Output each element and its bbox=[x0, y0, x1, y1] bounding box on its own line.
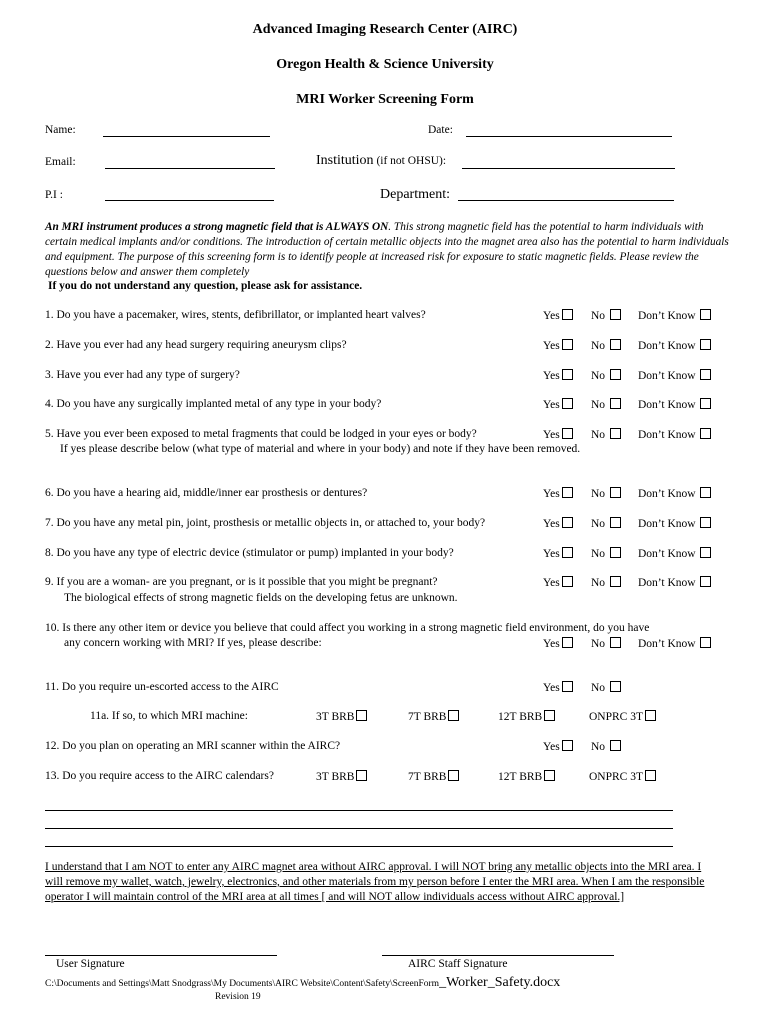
machine-label: 7T BRB bbox=[408, 771, 447, 783]
q12-no bbox=[591, 740, 621, 753]
q11a-machine-option bbox=[498, 710, 555, 723]
department-label: Department: bbox=[380, 187, 450, 202]
pi-label: P.I : bbox=[45, 189, 63, 201]
question-10-no-checkbox[interactable] bbox=[610, 637, 621, 648]
question-7-text: 7. Do you have any metal pin, joint, prosthesis or metallic objects in, or attached to, your body? bbox=[45, 517, 486, 529]
question-2-no-option bbox=[591, 339, 621, 352]
question-7-no-checkbox[interactable] bbox=[610, 517, 621, 528]
dont-know-label: Don’t Know bbox=[638, 340, 696, 352]
question-1-dont-know-checkbox[interactable] bbox=[700, 309, 711, 320]
no-label: No bbox=[591, 310, 606, 322]
q13-machine-checkbox[interactable] bbox=[544, 770, 555, 781]
institution-label: Institution bbox=[316, 153, 374, 168]
footer-revision: Revision 19 bbox=[215, 992, 261, 1002]
date-field[interactable] bbox=[466, 136, 672, 137]
description-line-2[interactable] bbox=[45, 828, 673, 829]
footer-file: _Worker_Safety.docx bbox=[439, 975, 561, 990]
q13-machine-option bbox=[589, 770, 656, 783]
q11-no bbox=[591, 681, 621, 694]
q13-machine-checkbox[interactable] bbox=[448, 770, 459, 781]
question-9-yes-option bbox=[543, 576, 573, 589]
machine-label: 3T BRB bbox=[316, 771, 355, 783]
machine-label: ONPRC 3T bbox=[589, 711, 643, 723]
question-9-no-checkbox[interactable] bbox=[610, 576, 621, 587]
question-8-dont-know-option bbox=[638, 547, 711, 560]
yes-label: Yes bbox=[543, 577, 560, 589]
footer-path: C:\Documents and Settings\Matt Snodgrass\My Documents\AIRC Website\Content\Safety\ScreenForm bbox=[45, 979, 440, 989]
q11a-machine-checkbox[interactable] bbox=[448, 710, 459, 721]
no-label: No bbox=[591, 370, 606, 382]
question-3-dont-know-checkbox[interactable] bbox=[700, 369, 711, 380]
question-4-dont-know-option bbox=[638, 398, 711, 411]
question-10-subtext: any concern working with MRI? If yes, please describe: bbox=[64, 637, 322, 649]
email-label: Email: bbox=[45, 156, 76, 168]
institution-field[interactable] bbox=[462, 168, 675, 169]
dont-know-label: Don’t Know bbox=[638, 488, 696, 500]
yes-label: Yes bbox=[543, 340, 560, 352]
question-8-text: 8. Do you have any type of electric device (stimulator or pump) implanted in your body? bbox=[45, 547, 454, 559]
no-label: No bbox=[591, 638, 606, 650]
question-9-no-option bbox=[591, 576, 621, 589]
q11-no-checkbox[interactable] bbox=[610, 681, 621, 692]
date-label: Date: bbox=[428, 124, 453, 136]
no-label: No bbox=[591, 518, 606, 530]
question-8-dont-know-checkbox[interactable] bbox=[700, 547, 711, 558]
university-title: Oregon Health & Science University bbox=[276, 57, 494, 72]
q11a-machine-option bbox=[316, 710, 367, 723]
question-2-no-checkbox[interactable] bbox=[610, 339, 621, 350]
user-signature-label: User Signature bbox=[56, 958, 125, 970]
yes-label: Yes bbox=[543, 370, 560, 382]
dont-know-label: Don’t Know bbox=[638, 399, 696, 411]
no-label: No bbox=[591, 577, 606, 589]
q13-machine-option bbox=[498, 770, 555, 783]
question-9-yes-checkbox[interactable] bbox=[562, 576, 573, 587]
q11-yes-checkbox[interactable] bbox=[562, 681, 573, 692]
no-label: No bbox=[591, 548, 606, 560]
description-line-1[interactable] bbox=[45, 810, 673, 811]
staff-signature-label: AIRC Staff Signature bbox=[408, 958, 508, 970]
dont-know-label: Don’t Know bbox=[638, 370, 696, 382]
machine-label: 3T BRB bbox=[316, 711, 355, 723]
q11-text: 11. Do you require un-escorted access to the AIRC bbox=[45, 681, 279, 693]
question-4-no-checkbox[interactable] bbox=[610, 398, 621, 409]
question-6-text: 6. Do you have a hearing aid, middle/inner ear prosthesis or dentures? bbox=[45, 487, 368, 499]
question-5-no-option bbox=[591, 428, 621, 441]
dont-know-label: Don’t Know bbox=[638, 577, 696, 589]
q11a-machine-option bbox=[589, 710, 656, 723]
q13-machine-option bbox=[408, 770, 459, 783]
machine-label: 12T BRB bbox=[498, 771, 543, 783]
question-6-dont-know-checkbox[interactable] bbox=[700, 487, 711, 498]
q11a-machine-checkbox[interactable] bbox=[645, 710, 656, 721]
question-7-no-option bbox=[591, 517, 621, 530]
name-label: Name: bbox=[45, 124, 76, 136]
question-10-dont-know-checkbox[interactable] bbox=[700, 637, 711, 648]
q12-text: 12. Do you plan on operating an MRI scanner within the AIRC? bbox=[45, 740, 341, 752]
question-10-yes-option bbox=[543, 637, 573, 650]
q12-no-checkbox[interactable] bbox=[610, 740, 621, 751]
question-6-yes-option bbox=[543, 487, 573, 500]
yes-label: Yes bbox=[543, 518, 560, 530]
question-9-subtext: The biological effects of strong magnetic fields on the developing fetus are unknown. bbox=[64, 592, 458, 604]
dont-know-label: Don’t Know bbox=[638, 310, 696, 322]
yes-label: Yes bbox=[543, 399, 560, 411]
question-3-no-checkbox[interactable] bbox=[610, 369, 621, 380]
question-8-no-checkbox[interactable] bbox=[610, 547, 621, 558]
yes-label: Yes bbox=[543, 429, 560, 441]
q13-text: 13. Do you require access to the AIRC calendars? bbox=[45, 770, 274, 782]
question-3-yes-checkbox[interactable] bbox=[562, 369, 573, 380]
q13-machine-option bbox=[316, 770, 367, 783]
institution-hint: (if not OHSU): bbox=[376, 155, 447, 167]
question-7-yes-option bbox=[543, 517, 573, 530]
pi-field[interactable] bbox=[105, 200, 274, 201]
dont-know-label: Don’t Know bbox=[638, 429, 696, 441]
dont-know-label: Don’t Know bbox=[638, 518, 696, 530]
q11a-text: 11a. If so, to which MRI machine: bbox=[90, 710, 248, 722]
question-1-dont-know-option bbox=[638, 309, 711, 322]
question-1-yes-option bbox=[543, 309, 573, 322]
description-line-3[interactable] bbox=[45, 846, 673, 847]
question-5-no-checkbox[interactable] bbox=[610, 428, 621, 439]
user-signature-line[interactable] bbox=[45, 955, 277, 956]
machine-label: 12T BRB bbox=[498, 711, 543, 723]
no-label: No bbox=[591, 682, 606, 694]
dont-know-label: Don’t Know bbox=[638, 638, 696, 650]
question-2-text: 2. Have you ever had any head surgery requiring aneurysm clips? bbox=[45, 339, 347, 351]
question-9-dont-know-checkbox[interactable] bbox=[700, 576, 711, 587]
no-label: No bbox=[591, 741, 606, 753]
machine-label: ONPRC 3T bbox=[589, 771, 643, 783]
question-5-yes-checkbox[interactable] bbox=[562, 428, 573, 439]
question-4-text: 4. Do you have any surgically implanted metal of any type in your body? bbox=[45, 398, 382, 410]
yes-label: Yes bbox=[543, 548, 560, 560]
question-1-text: 1. Do you have a pacemaker, wires, stents, defibrillator, or implanted heart valves? bbox=[45, 309, 426, 321]
question-6-no-option bbox=[591, 487, 621, 500]
intro-paragraph bbox=[45, 220, 729, 280]
question-10-no-option bbox=[591, 637, 621, 650]
question-6-yes-checkbox[interactable] bbox=[562, 487, 573, 498]
question-2-yes-option bbox=[543, 339, 573, 352]
no-label: No bbox=[591, 429, 606, 441]
question-7-yes-checkbox[interactable] bbox=[562, 517, 573, 528]
no-label: No bbox=[591, 340, 606, 352]
yes-label: Yes bbox=[543, 638, 560, 650]
question-5-text: 5. Have you ever been exposed to metal fragments that could be lodged in your eyes or body? bbox=[45, 428, 477, 440]
q11a-machine-option bbox=[408, 710, 459, 723]
question-8-yes-checkbox[interactable] bbox=[562, 547, 573, 558]
question-1-yes-checkbox[interactable] bbox=[562, 309, 573, 320]
assist-note: If you do not understand any question, please ask for assistance. bbox=[48, 280, 363, 292]
yes-label: Yes bbox=[543, 741, 560, 753]
question-3-yes-option bbox=[543, 369, 573, 382]
q11a-machine-checkbox[interactable] bbox=[356, 710, 367, 721]
question-1-no-option bbox=[591, 309, 621, 322]
question-4-yes-checkbox[interactable] bbox=[562, 398, 573, 409]
staff-signature-line[interactable] bbox=[382, 955, 614, 956]
yes-label: Yes bbox=[543, 310, 560, 322]
intro-body: . This strong magnetic field has the potential to harm individuals with certain medical implants and/or conditions. The introduction of certain metallic objects into the magnet area also has the potential to harm individuals and equipment. The purpose of this screening form is to identify people at increased risk for exposure to static magnetic fields. Please review the questions below and answer them completely bbox=[45, 221, 729, 278]
question-7-dont-know-checkbox[interactable] bbox=[700, 517, 711, 528]
email-field[interactable] bbox=[105, 168, 275, 169]
question-6-dont-know-option bbox=[638, 487, 711, 500]
question-3-text: 3. Have you ever had any type of surgery? bbox=[45, 369, 240, 381]
question-6-no-checkbox[interactable] bbox=[610, 487, 621, 498]
no-label: No bbox=[591, 399, 606, 411]
form-title: MRI Worker Screening Form bbox=[296, 92, 474, 107]
question-5-dont-know-checkbox[interactable] bbox=[700, 428, 711, 439]
question-1-no-checkbox[interactable] bbox=[610, 309, 621, 320]
question-8-yes-option bbox=[543, 547, 573, 560]
question-2-yes-checkbox[interactable] bbox=[562, 339, 573, 350]
agreement-text: I understand that I am NOT to enter any AIRC magnet area without AIRC approval. I will NOT bring any metallic objects into the MRI area. I will remove my wallet, watch, jewelry, electronics, and other materials from my person before I enter the MRI area. When I am the responsible operator I will maintain control of the MRI area at all times [ and will NOT allow individuals access without AIRC approval.] bbox=[45, 861, 705, 903]
question-8-no-option bbox=[591, 547, 621, 560]
question-5-yes-option bbox=[543, 428, 573, 441]
question-3-dont-know-option bbox=[638, 369, 711, 382]
question-5-subtext: If yes please describe below (what type of material and where in your body) and note if they have been removed. bbox=[60, 443, 581, 455]
q11-yes bbox=[543, 681, 573, 694]
question-4-no-option bbox=[591, 398, 621, 411]
yes-label: Yes bbox=[543, 488, 560, 500]
question-2-dont-know-checkbox[interactable] bbox=[700, 339, 711, 350]
yes-label: Yes bbox=[543, 682, 560, 694]
question-7-dont-know-option bbox=[638, 517, 711, 530]
question-10-dont-know-option bbox=[638, 637, 711, 650]
no-label: No bbox=[591, 488, 606, 500]
footer-path-wrap bbox=[45, 975, 560, 991]
question-3-no-option bbox=[591, 369, 621, 382]
intro-lead: An MRI instrument produces a strong magnetic field that is ALWAYS ON bbox=[45, 221, 389, 233]
question-4-dont-know-checkbox[interactable] bbox=[700, 398, 711, 409]
q13-machine-checkbox[interactable] bbox=[645, 770, 656, 781]
machine-label: 7T BRB bbox=[408, 711, 447, 723]
department-field[interactable] bbox=[458, 200, 674, 201]
question-10-text: 10. Is there any other item or device you believe that could affect you working in a strong magnetic field environment, do you have bbox=[45, 622, 650, 634]
question-10-yes-checkbox[interactable] bbox=[562, 637, 573, 648]
question-9-text: 9. If you are a woman- are you pregnant, or is it possible that you might be pregnant? bbox=[45, 576, 438, 588]
question-2-dont-know-option bbox=[638, 339, 711, 352]
q11a-machine-checkbox[interactable] bbox=[544, 710, 555, 721]
q12-yes-checkbox[interactable] bbox=[562, 740, 573, 751]
dont-know-label: Don’t Know bbox=[638, 548, 696, 560]
name-field[interactable] bbox=[103, 136, 270, 137]
institution-label-wrap bbox=[316, 153, 446, 169]
q12-yes bbox=[543, 740, 573, 753]
q13-machine-checkbox[interactable] bbox=[356, 770, 367, 781]
question-5-dont-know-option bbox=[638, 428, 711, 441]
question-4-yes-option bbox=[543, 398, 573, 411]
question-9-dont-know-option bbox=[638, 576, 711, 589]
org-title: Advanced Imaging Research Center (AIRC) bbox=[252, 22, 518, 37]
